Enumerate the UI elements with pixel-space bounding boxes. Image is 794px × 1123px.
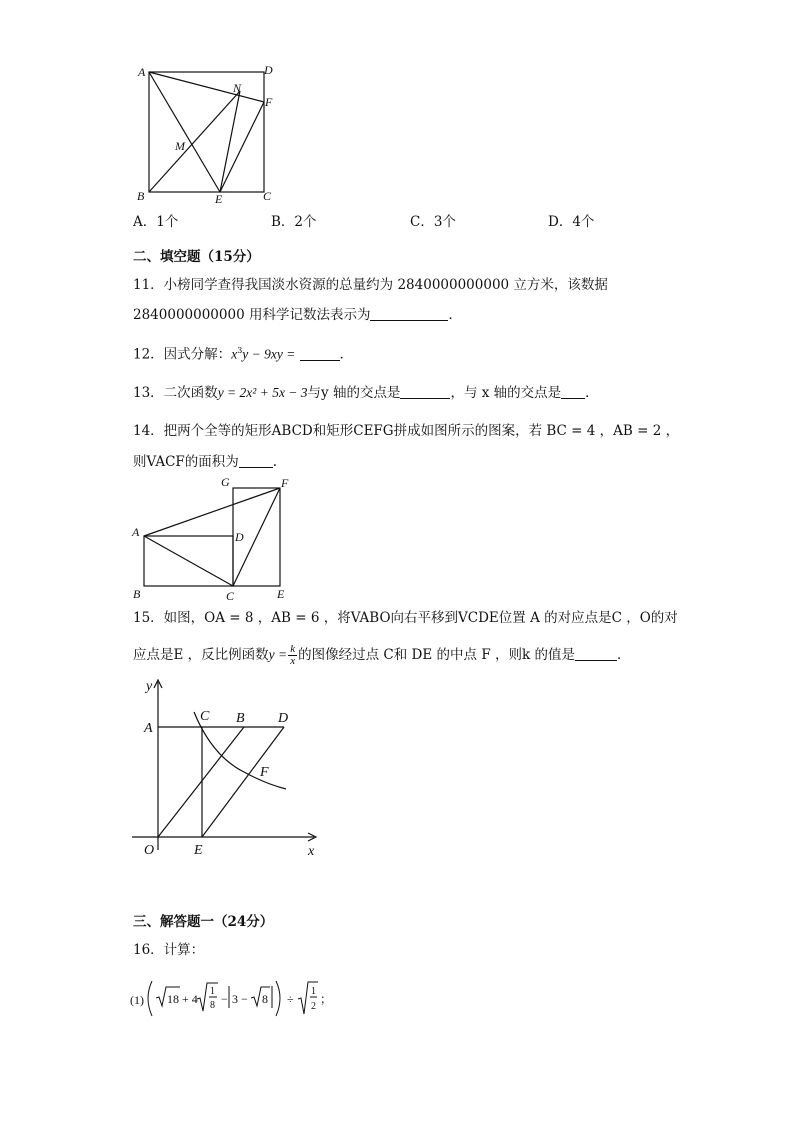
- q15-text-b: 的图像经过点 C和 DE 的中点 F ，则k 的值是: [298, 647, 575, 663]
- q15-end: ．: [616, 647, 631, 663]
- q16-frac2-den: 2: [311, 1001, 316, 1012]
- label-C: C: [263, 189, 272, 203]
- q15-line1: 15．如图，OA = 8 ，AB = 6 ，将VABO向右平移到VCDE位置 A 的对应点是C ，O的对: [133, 610, 678, 626]
- q16-title: 16．计算：: [133, 942, 205, 958]
- label-y: y: [146, 679, 153, 694]
- q15-line2: [133, 644, 630, 667]
- q11-text: 2840000000000 用科学记数法表示为: [133, 307, 371, 323]
- q13-answer-blank-1[interactable]: [400, 384, 450, 399]
- label-B: B: [236, 711, 245, 726]
- q15-answer-blank[interactable]: [575, 646, 617, 661]
- section-solutions-title: 三、解答题一（24分）: [133, 914, 274, 930]
- q13-mid2: ，与 x 轴的交点是: [450, 385, 562, 401]
- label-F: F: [281, 476, 289, 490]
- q16-frac2-num: 1: [311, 986, 316, 997]
- q13-prefix: 13．二次函数: [133, 385, 218, 401]
- figure-square-abcd: [130, 60, 290, 210]
- label-D: D: [278, 711, 289, 726]
- q13-answer-blank-2[interactable]: [561, 384, 585, 399]
- q12-expr-b: y − 9xy =: [242, 346, 296, 362]
- q14-end: .: [272, 454, 278, 470]
- label-E: E: [194, 843, 203, 858]
- label-G: G: [221, 475, 230, 489]
- q16-end: ；: [320, 992, 333, 1006]
- q10-option-b: B．2个: [271, 214, 317, 230]
- q16-part1-label: (1): [130, 993, 144, 1007]
- q10-option-c: C．3个: [410, 214, 456, 230]
- label-N: N: [233, 81, 242, 95]
- q10-option-a: A．1个: [133, 214, 179, 230]
- q15-y-eq: y =: [268, 647, 288, 662]
- figure-coordinate-translation: [128, 672, 328, 862]
- q11-line2: [133, 305, 462, 325]
- label-A: A: [144, 721, 153, 736]
- q13-line: [133, 383, 599, 403]
- q14-answer-blank[interactable]: [239, 453, 273, 468]
- q15-fraction: [288, 644, 297, 667]
- q14-line2: [133, 452, 277, 472]
- q12-expr-a: x: [231, 346, 238, 362]
- label-C: C: [200, 709, 210, 724]
- q13-end: ．: [585, 385, 599, 401]
- q15-frac-den: x: [290, 655, 296, 667]
- figure-two-rectangles: [128, 472, 300, 604]
- q13-expr: y = 2x² + 5x − 3: [217, 385, 308, 400]
- q11-answer-blank[interactable]: [370, 306, 448, 321]
- q16-r18: 18: [167, 992, 179, 1006]
- label-B: B: [133, 587, 141, 601]
- q16-div: ÷: [287, 992, 294, 1006]
- q16-frac1-den: 8: [210, 1000, 215, 1011]
- q11-line1: 11．小榜同学查得我国淡水资源的总量约为 2840000000000 立方米，该数据: [133, 277, 608, 293]
- q12-prefix: 12．因式分解：: [133, 346, 232, 363]
- q12-sup: 3: [237, 346, 243, 355]
- q12-line: [133, 341, 353, 365]
- label-O: O: [144, 843, 155, 858]
- q15-frac-num: k: [290, 643, 296, 655]
- label-E: E: [277, 587, 285, 601]
- label-E: E: [215, 192, 223, 206]
- label-F: F: [265, 95, 273, 109]
- q12-end: ．: [339, 346, 354, 363]
- q14-line1: 14．把两个全等的矩形ABCD和矩形CEFG拼成如图所示的图案，若 BC = 4 ，AB = 2 ，: [133, 423, 680, 439]
- q16-plus4: + 4: [182, 992, 198, 1006]
- q16-abs-a: 3 −: [232, 992, 248, 1006]
- q15-text-a: 应点是E ，反比例函数: [133, 647, 269, 663]
- label-B: B: [137, 189, 145, 203]
- q16-frac1-num: 1: [210, 986, 215, 997]
- section-fill-in-title: 二、填空题（15分）: [133, 249, 260, 265]
- label-D: D: [235, 530, 244, 544]
- label-x: x: [308, 844, 315, 859]
- q13-mid: 与y 轴的交点是: [307, 385, 401, 401]
- q16-r8: 8: [262, 992, 268, 1006]
- q10-option-d: D．4个: [548, 214, 595, 230]
- q14-text: 则VACF的面积为: [133, 454, 239, 470]
- label-A: A: [138, 65, 146, 79]
- label-C: C: [226, 589, 235, 603]
- q12-answer-blank[interactable]: [300, 346, 340, 361]
- label-D: D: [264, 63, 273, 77]
- q16-part1-expression: [130, 978, 350, 1022]
- label-A: A: [132, 525, 140, 539]
- label-F: F: [260, 765, 269, 780]
- q11-end: ．: [448, 307, 462, 323]
- q16-minus: −: [221, 992, 228, 1006]
- label-M: M: [175, 139, 185, 153]
